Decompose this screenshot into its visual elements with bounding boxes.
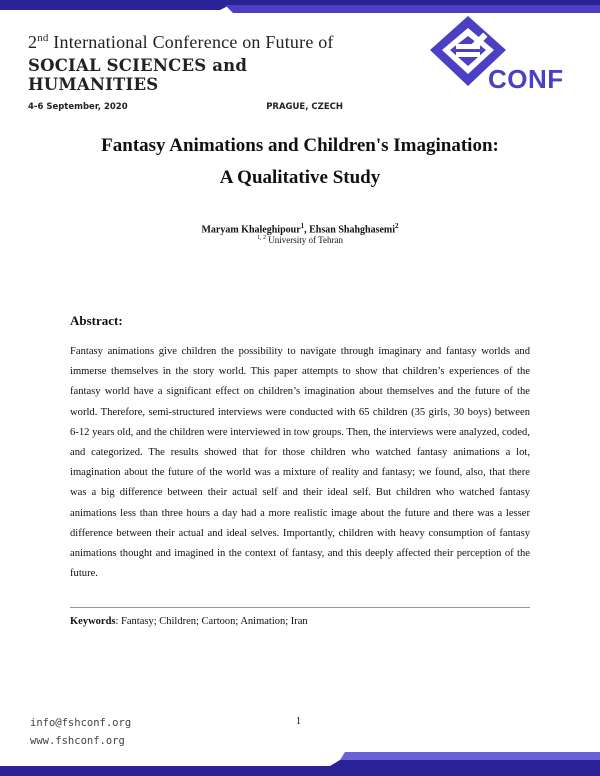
footer-website[interactable]: www.fshconf.org (30, 735, 125, 747)
conference-name-line2: SOCIAL SCIENCES and HUMANITIES (28, 56, 248, 94)
keywords (70, 616, 308, 627)
author-name: Maryam Khaleghipour (201, 224, 301, 236)
author-list: Maryam Khaleghipour$^1$, Ehsan Shahghasemi$^2$ (201, 222, 399, 236)
conference-header (28, 32, 358, 112)
footer-email[interactable]: info@fshconf.org (30, 717, 132, 729)
title-line-1: Fantasy Animations and Children's Imagination: (101, 135, 499, 156)
bottom-banner-bar (0, 752, 600, 776)
top-banner-bar (0, 0, 600, 14)
conference-location: PRAGUE, CZECH (266, 102, 343, 112)
conference-dates: 4-6 September, 2020 (28, 102, 128, 112)
abstract-text: Fantasy animations give children the possibility to navigate through imaginary and fantasy worlds and immerse themselves in the story world. This paper attempts to show that children’s experiences of the fantasy world have a significant effect on children’s imagination about themselves and the future of the world. Therefore, semi-structured interviews were conducted with 65 children (35 girls, 30 boys) between 6-12 years old, and the children were interviewed in tow groups. Then, the interviews were analyzed, coded, and categorized. The results showed that for those children who watched fantasy animations a lot, imagination about the future of the world was a mixture of reality and fantasy; we found, also, that there was a big difference between their actual self and their ideal self. But children who watched fantasy animations less than three hours a day had a more realistic image about the future and there was a lesser difference between their actual and ideal selves. Importantly, children with heavy consumption of fantasy animations thought and imagined in the context of fantasy, and this deeply affected their perception of the future. (70, 346, 530, 580)
affiliation: $^{1, 2}$ University of Tehran (257, 235, 343, 245)
keywords-label: Keywords (70, 616, 116, 627)
divider (70, 607, 530, 608)
abstract-heading: Abstract: (70, 313, 123, 328)
author-name: Ehsan Shahghasemi (309, 224, 396, 236)
logo-conf-text: CONF (488, 64, 564, 94)
page-number: 1 (296, 716, 301, 727)
keywords-list: : Fantasy; Children; Cartoon; Animation; Iran (115, 616, 308, 627)
fsh-conf-logo (420, 14, 575, 94)
paper-title (0, 130, 600, 194)
footer-contact (30, 714, 131, 750)
conference-name-line1: 2nd International Conference on Future of (28, 32, 334, 52)
title-line-2: A Qualitative Study (219, 167, 381, 188)
conference-meta (28, 102, 343, 112)
